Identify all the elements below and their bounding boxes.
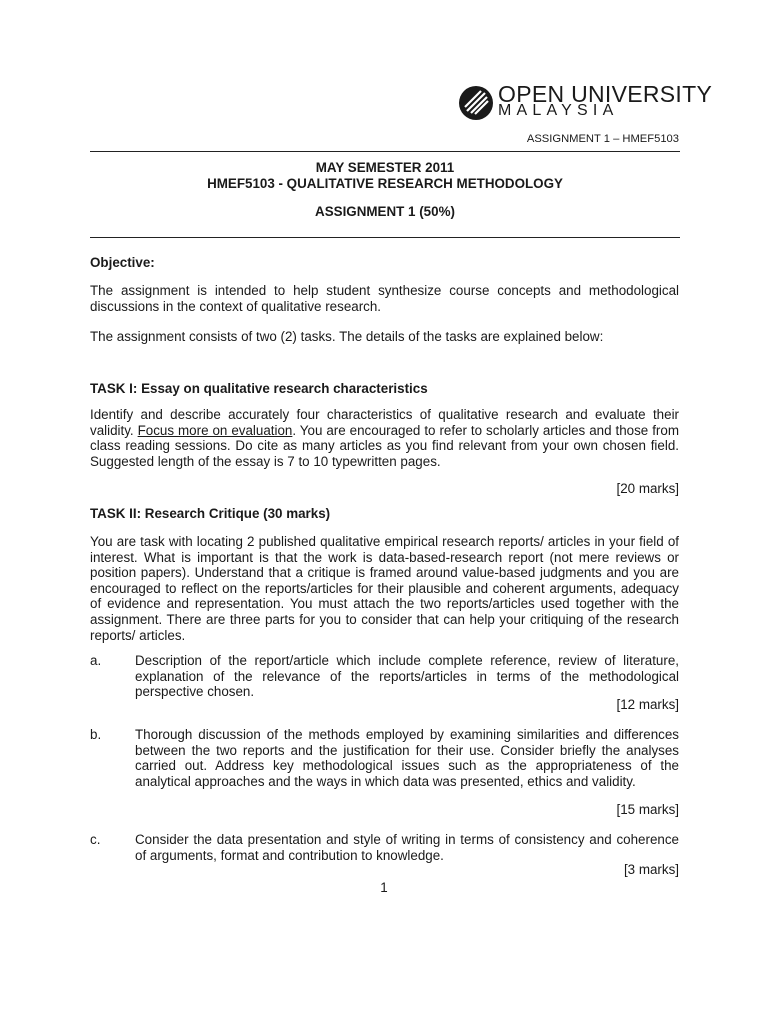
university-logo (458, 81, 713, 122)
task1-emphasis: Focus more on evaluation (137, 422, 293, 438)
header-divider (90, 151, 680, 152)
item-c-marks: [3 marks] (623, 862, 679, 877)
course-title: HMEF5103 - QUALITATIVE RESEARCH METHODOLOGY (207, 176, 563, 191)
task1-text (90, 407, 679, 469)
objective-heading: Objective: (90, 255, 155, 270)
item-c-label: c. (90, 832, 101, 847)
assignment-title: ASSIGNMENT 1 (50%) (315, 204, 455, 219)
semester-title: MAY SEMESTER 2011 (315, 160, 455, 175)
task1-text-start: Identify and describe accurately four characteristics of qualitative research and evaluate their validity. (90, 407, 679, 438)
title-divider (90, 237, 680, 238)
item-b-text: Thorough discussion of the methods employed by examining similarities and differences between the two reports and the justification for their use. Consider briefly the analyses carried out. Address key methodological issues such as the appropriateness of the analytical approaches and the ways in which data was presented, ethics and validity. (135, 727, 679, 789)
item-b-marks: [15 marks] (616, 802, 679, 817)
page-number: 1 (380, 880, 388, 895)
objective-text: The assignment is intended to help student synthesize course concepts and methodological discussions in the context of qualitative research. (90, 283, 679, 314)
task2-text: You are task with locating 2 published qualitative empirical research reports/ articles in your field of interest. What is important is that the work is data-based-research report (not mere reviews or position papers). Understand that a critique is framed around value-based judgments and you are encouraged to reflect on the reports/articles for their plausible and coherent arguments, adequacy of evidence and representation. You must attach the two reports/articles used together with the assignment. There are three parts for you to consider that can help your critiquing of the research reports/ articles. (90, 534, 679, 643)
task2-heading: TASK II: Research Critique (30 marks) (90, 506, 331, 521)
tasks-intro: The assignment consists of two (2) tasks. The details of the tasks are explained below: (90, 329, 604, 344)
task1-heading: TASK I: Essay on qualitative research characteristics (90, 381, 428, 396)
oum-logo-icon (458, 85, 494, 121)
item-a-marks: [12 marks] (616, 697, 679, 712)
logo-university-name: OPEN UNIVERSITY (498, 81, 713, 107)
logo-country: MALAYSIA (498, 102, 619, 119)
item-a-label: a. (90, 653, 102, 668)
task1-marks: [20 marks] (616, 481, 679, 496)
item-a-text: Description of the report/article which include complete reference, review of literature, explanation of the relevance of the reports/articles in terms of the methodological perspective chosen. (135, 653, 679, 700)
assignment-reference: ASSIGNMENT 1 – HMEF5103 (526, 133, 679, 145)
item-b-label: b. (90, 727, 102, 742)
task1-text-end: . You are encouraged to refer to scholarly articles and those from class reading sessions. Do cite as many articles as you find relevant from your own chosen field. Suggested length of the essay is 7 to 10 typewritten pages. (90, 422, 679, 469)
item-c-text: Consider the data presentation and style of writing in terms of consistency and coherence of arguments, format and contribution to knowledge. (135, 832, 679, 863)
